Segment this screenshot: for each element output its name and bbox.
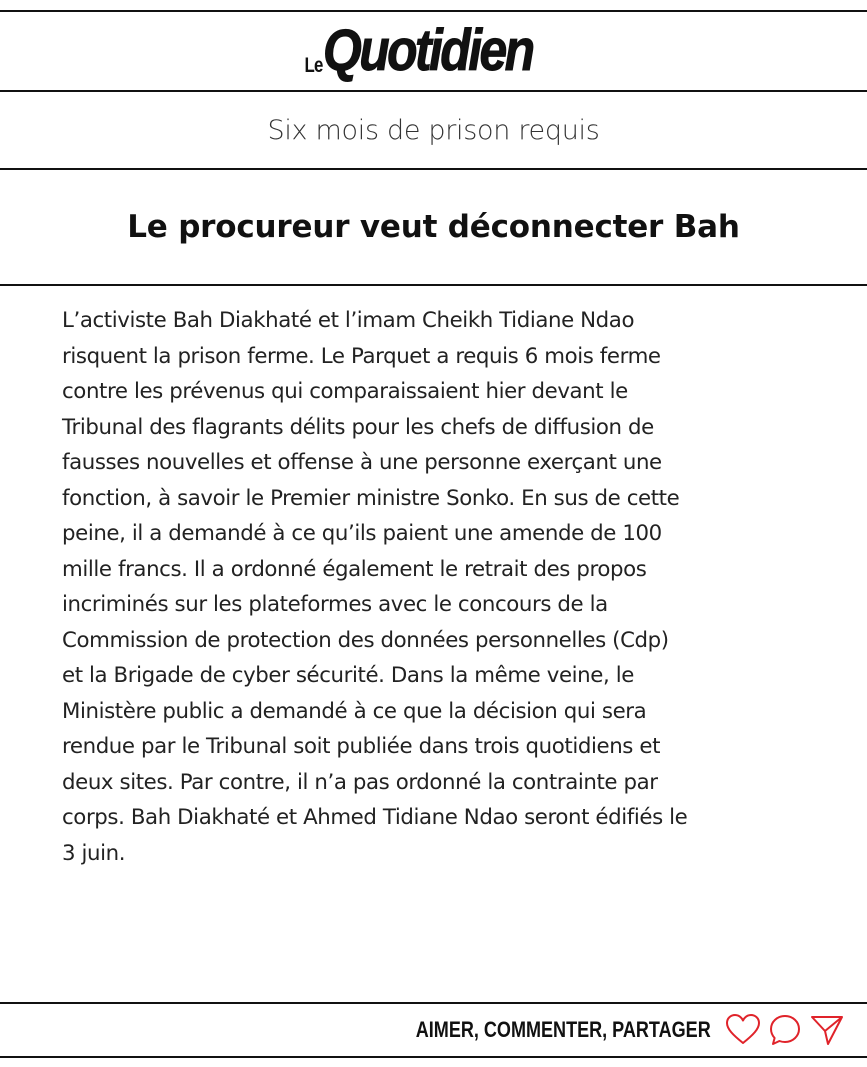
body-line: et la Brigade de cyber sécurité. Dans la même veine, le [62, 663, 634, 688]
article-headline: Le procureur veut déconnecter Bah [127, 209, 740, 245]
body-line: incriminés sur les plateformes avec le concours de la [62, 592, 608, 617]
article-body [62, 303, 822, 871]
masthead [0, 12, 867, 90]
body-line: 3 juin. [62, 840, 126, 866]
body-line: corps. Bah Diakhaté et Ahmed Tidiane Ndao seront édifiés le [62, 805, 688, 830]
body-line: rendue par le Tribunal soit publiée dans trois quotidiens et [62, 734, 661, 759]
body-line: Ministère public a demandé à ce que la décision qui sera [62, 698, 647, 724]
newspaper-logo [300, 18, 567, 83]
body-line: peine, il a demandé à ce qu’ils paient une amende de 100 [62, 521, 662, 546]
body-line: Commission de protection des données personnelles (Cdp) [62, 627, 669, 653]
share-icon[interactable] [809, 1012, 845, 1048]
body-line: fausses nouvelles et offense à une personne exerçant une [62, 450, 662, 475]
heart-icon-graphic [725, 1012, 761, 1048]
comment-icon[interactable] [767, 1012, 803, 1048]
body-line: risquent la prison ferme. Le Parquet a requis 6 mois ferme [62, 343, 661, 369]
body-line: fonction, à savoir le Premier ministre Sonko. En sus de cette [62, 485, 680, 511]
body-line: Tribunal des flagrants délits pour les chefs de diffusion de [62, 414, 654, 440]
logo-prefix: Le [304, 54, 323, 77]
comment-icon-graphic [767, 1012, 803, 1048]
social-footer [0, 1004, 867, 1056]
article-kicker: Six mois de prison requis [267, 114, 600, 146]
footer-call-to-action: AIMER, COMMENTER, PARTAGER [416, 1017, 711, 1042]
body-line: L’activiste Bah Diakhaté et l’imam Cheikh Tidiane Ndao [62, 308, 635, 333]
headline-rule [0, 284, 867, 286]
logo-name: Quotidien [323, 18, 533, 83]
body-line: contre les prévenus qui comparaissaient hier devant le [62, 379, 628, 404]
heart-icon[interactable] [725, 1012, 761, 1048]
footer-bottom-rule [0, 1056, 867, 1058]
body-line: mille francs. Il a ordonné également le retrait des propos [62, 556, 647, 582]
body-line: deux sites. Par contre, il n’a pas ordonné la contrainte par [62, 769, 658, 795]
share-icon-graphic [809, 1012, 845, 1048]
